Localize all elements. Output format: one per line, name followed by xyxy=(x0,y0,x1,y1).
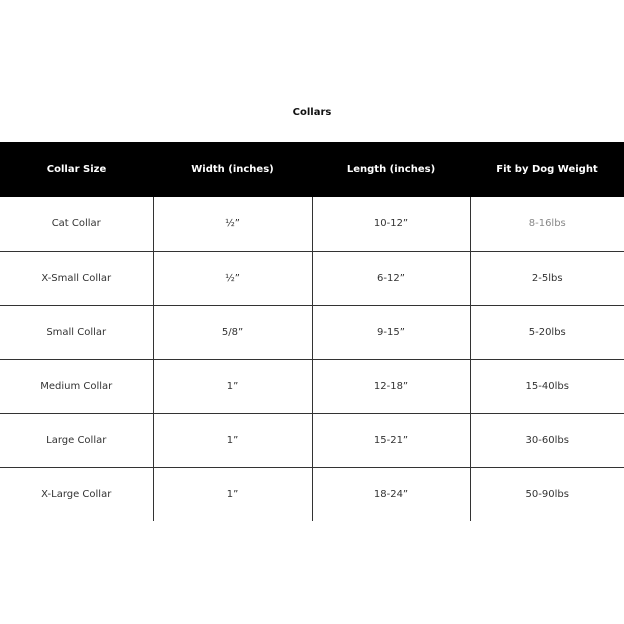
cell-width: 1” xyxy=(153,467,312,521)
header-fit-by-weight: Fit by Dog Weight xyxy=(496,164,598,175)
cell-length: 18-24” xyxy=(312,467,470,521)
cell-collar-size: Cat Collar xyxy=(0,197,153,251)
collar-size-table xyxy=(0,142,624,521)
cell-fit-weight: 50-90lbs xyxy=(470,467,624,521)
cell-collar-size: Medium Collar xyxy=(0,359,153,413)
table-row xyxy=(0,359,624,413)
cell-fit-weight: 5-20lbs xyxy=(470,305,624,359)
header-width: Width (inches) xyxy=(191,164,274,175)
table-title: Collars xyxy=(292,107,332,118)
cell-length: 12-18” xyxy=(312,359,470,413)
table-header xyxy=(0,142,624,197)
table-body xyxy=(0,197,624,521)
table-row xyxy=(0,413,624,467)
table-row xyxy=(0,197,624,251)
header-collar-size: Collar Size xyxy=(46,164,107,175)
table-row xyxy=(0,251,624,305)
table-row xyxy=(0,305,624,359)
cell-width: 1” xyxy=(153,359,312,413)
cell-length: 10-12” xyxy=(312,197,470,251)
cell-width: 5/8” xyxy=(153,305,312,359)
cell-fit-weight: 30-60lbs xyxy=(470,413,624,467)
cell-collar-size: Small Collar xyxy=(0,305,153,359)
cell-fit-weight: 2-5lbs xyxy=(470,251,624,305)
cell-length: 15-21” xyxy=(312,413,470,467)
cell-length: 9-15” xyxy=(312,305,470,359)
cell-width: 1” xyxy=(153,413,312,467)
cell-collar-size: X-Small Collar xyxy=(0,251,153,305)
cell-length: 6-12” xyxy=(312,251,470,305)
cell-collar-size: X-Large Collar xyxy=(41,488,112,500)
cell-fit-weight: 8-16lbs xyxy=(470,197,624,251)
cell-width: ½” xyxy=(153,197,312,251)
header-length: Length (inches) xyxy=(346,164,436,175)
header-row xyxy=(0,142,624,197)
cell-collar-size: Large Collar xyxy=(0,413,153,467)
cell-fit-weight: 15-40lbs xyxy=(470,359,624,413)
table-row xyxy=(0,467,624,521)
cell-width: ½” xyxy=(153,251,312,305)
